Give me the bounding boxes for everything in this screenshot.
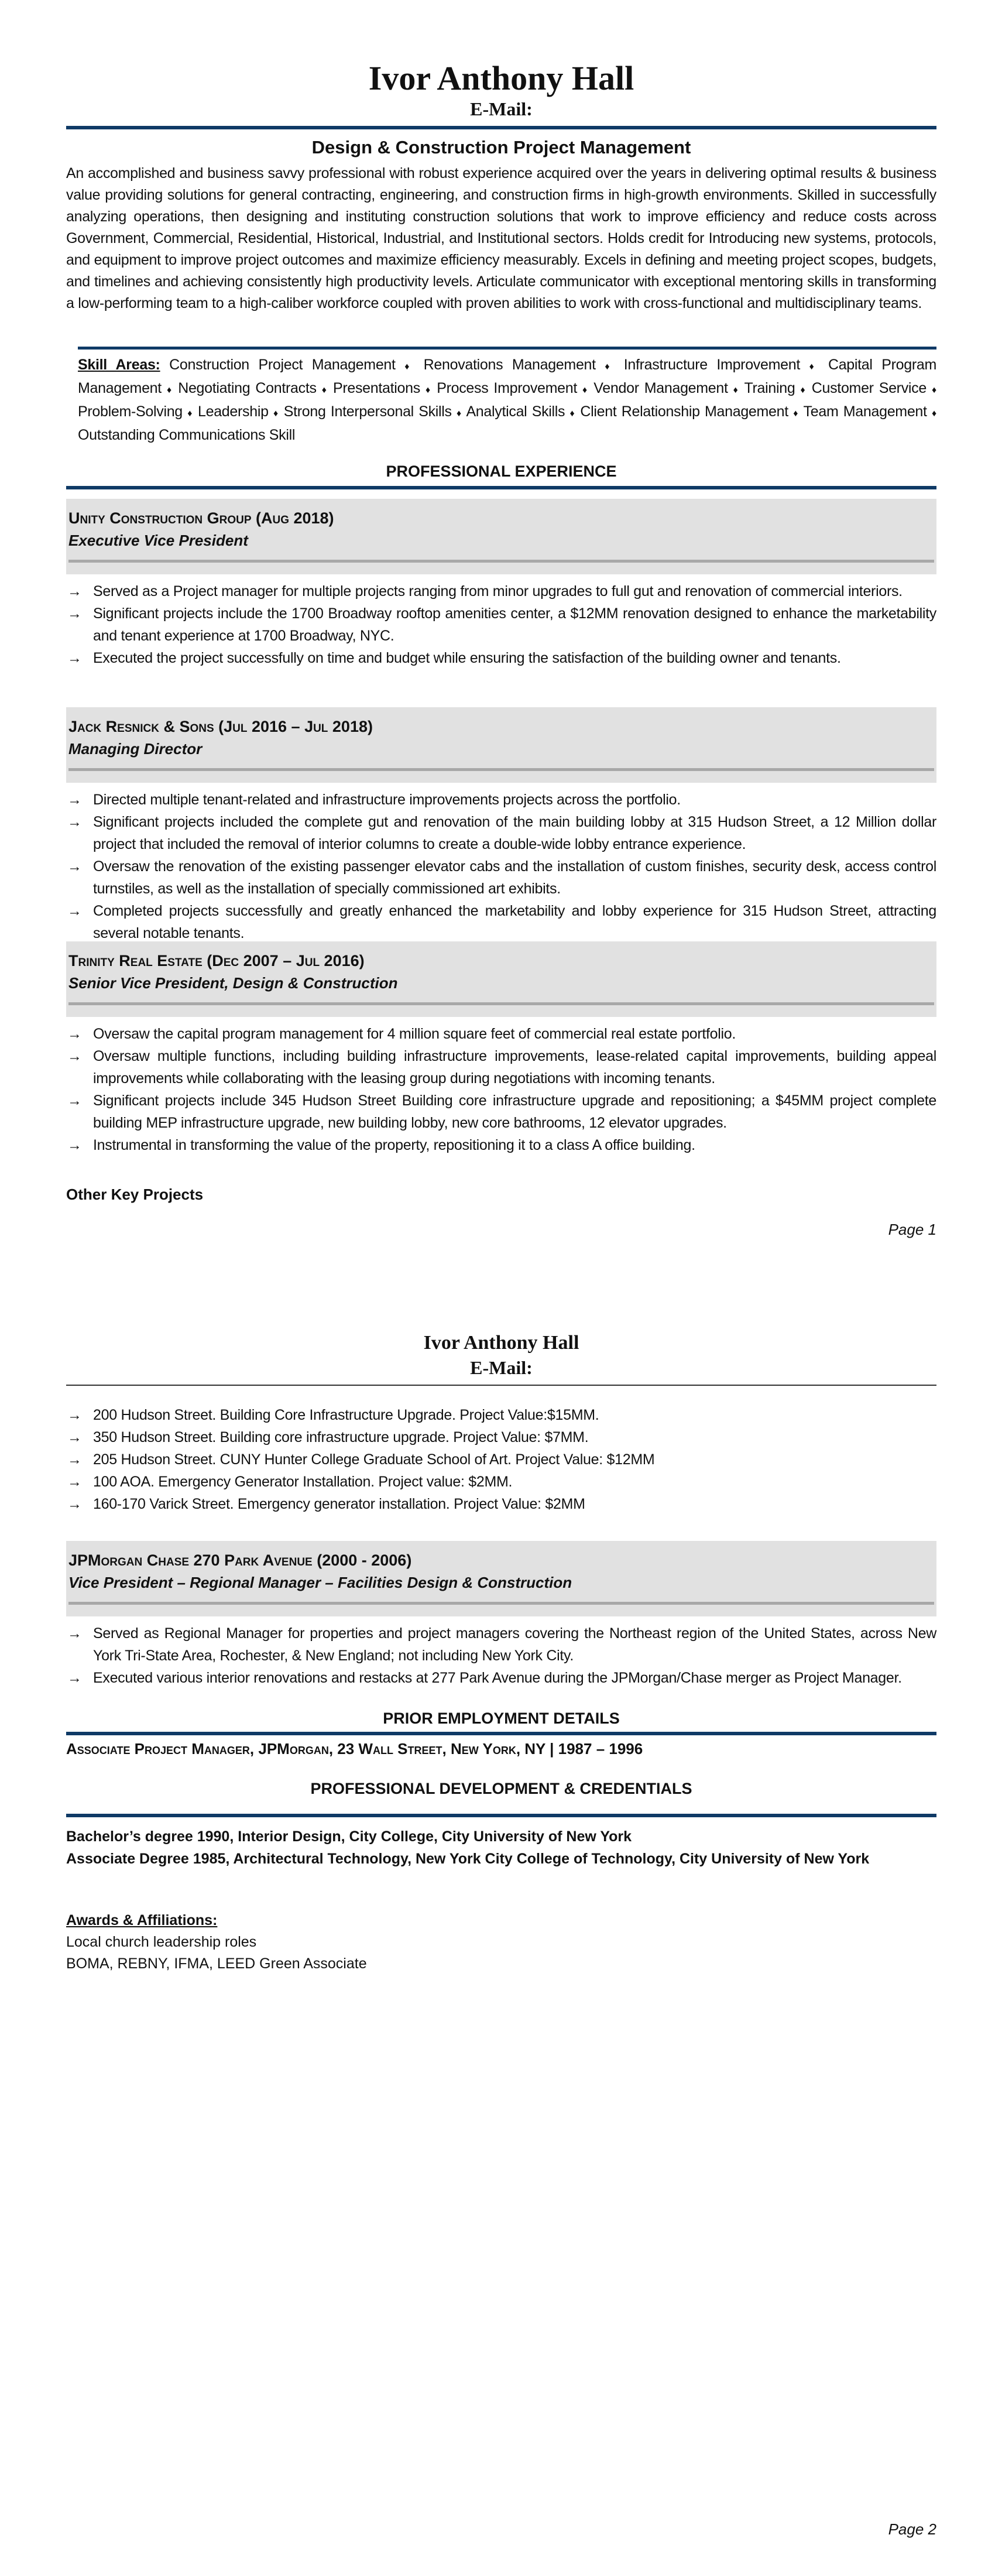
- skill-item: Renovations Management: [423, 357, 596, 373]
- page-number: Page 1: [888, 1221, 936, 1238]
- prior-employment-divider: [66, 1732, 936, 1735]
- skill-item: Client Relationship Management: [580, 403, 788, 420]
- header-divider: [66, 126, 936, 129]
- bullet-text: Significant projects include the 1700 Broadway rooftop amenities center, a $12MM renovation designed to enhance the marketability and tenant experience at 1700 Broadway, NYC.: [93, 605, 936, 644]
- skill-item: Strong Interpersonal Skills: [283, 403, 452, 420]
- headline: Design & Construction Project Management: [311, 137, 691, 157]
- job-header-bar: [68, 768, 934, 771]
- diamond-separator-icon: ♦: [425, 385, 432, 395]
- award-item: Local church leadership roles: [66, 1934, 257, 1950]
- job-header: [66, 707, 936, 783]
- skill-item: Presentations: [332, 380, 420, 396]
- arrow-bullet-icon: →: [67, 792, 82, 808]
- prior-employment-entry: Associate Project Manager, JPMorgan, 23 Wall Street, New York, NY | 1987 – 1996: [66, 1740, 643, 1758]
- arrow-bullet-icon: →: [67, 1451, 82, 1468]
- diamond-separator-icon: ♦: [800, 385, 807, 395]
- bullet-item: [66, 811, 936, 855]
- diamond-separator-icon: ♦: [793, 409, 799, 419]
- bullet-text: Oversaw multiple functions, including building infrastructure improvements, lease-related capital improvements, building appeal improvements while collaborating with the leasing group during negotiations with incoming tenants.: [93, 1048, 936, 1087]
- skill-item: Process Improvement: [437, 380, 578, 396]
- credentials-divider: [66, 1814, 936, 1817]
- email-label-page2: E-Mail:: [470, 1357, 533, 1378]
- bullet-item: [66, 1090, 936, 1134]
- bullet-item: [66, 1448, 936, 1471]
- degree-bachelor: Bachelor’s degree 1990, Interior Design, City College, City University of New York: [66, 1828, 632, 1845]
- bullet-text: 350 Hudson Street. Building core infrastructure upgrade. Project Value: $7MM.: [93, 1429, 589, 1445]
- arrow-bullet-icon: →: [67, 1407, 82, 1423]
- job-bullets: [66, 789, 936, 944]
- skill-areas-label: Skill Areas:: [78, 357, 160, 373]
- skill-item: Training: [744, 380, 795, 396]
- bullet-item: [66, 1667, 936, 1689]
- bullet-text: Significant projects included the complete gut and renovation of the main building lobby at 315 Hudson Street, a 12 Million dollar project that included the removal of interior columns to create a double-wide lobby entrance experience.: [93, 814, 936, 852]
- bullet-item: [66, 1404, 936, 1426]
- arrow-bullet-icon: →: [67, 1474, 82, 1490]
- bullet-text: 205 Hudson Street. CUNY Hunter College Graduate School of Art. Project Value: $12MM: [93, 1451, 655, 1468]
- bullet-text: Oversaw the renovation of the existing passenger elevator cabs and the installation of custom finishes, security desk, access control turnstiles, as well as the installation of specially commissioned art exhibits.: [93, 858, 936, 897]
- awards: [66, 1910, 936, 1975]
- diamond-separator-icon: ♦: [273, 409, 279, 419]
- bullet-text: Oversaw the capital program management for 4 million square feet of commercial real estate portfolio.: [93, 1026, 736, 1042]
- diamond-separator-icon: ♦: [809, 362, 819, 372]
- bullet-text: Served as Regional Manager for properties and project managers covering the Northeast region of the United States, across New York Tri-State Area, Rochester, & New England; not including New York City.: [93, 1625, 936, 1664]
- arrow-bullet-icon: →: [67, 1429, 82, 1445]
- job-title: Executive Vice President: [68, 532, 248, 549]
- skill-item: Analytical Skills: [466, 403, 565, 420]
- bullet-item: [66, 580, 936, 602]
- job-header-bar: [68, 1002, 934, 1005]
- arrow-bullet-icon: →: [67, 1048, 82, 1064]
- degree-associate: Associate Degree 1985, Architectural Technology, New York City College of Technology, City University of New York: [66, 1851, 870, 1867]
- arrow-bullet-icon: →: [67, 605, 82, 622]
- arrow-bullet-icon: →: [67, 650, 82, 666]
- job-entry: [66, 941, 936, 1156]
- bullet-item: [66, 789, 936, 811]
- diamond-separator-icon: ♦: [321, 385, 328, 395]
- skill-areas: [78, 354, 936, 446]
- bullet-text: 200 Hudson Street. Building Core Infrastructure Upgrade. Project Value:$15MM.: [93, 1407, 599, 1423]
- job-header: [66, 941, 936, 1017]
- skill-list: [78, 357, 936, 443]
- other-projects-list: [66, 1404, 936, 1515]
- skill-item: Outstanding Communications Skill: [78, 427, 296, 443]
- bullet-text: 100 AOA. Emergency Generator Installation. Project value: $2MM.: [93, 1474, 513, 1490]
- credentials-title: PROFESSIONAL DEVELOPMENT & CREDENTIALS: [310, 1780, 692, 1797]
- job-header-bar: [68, 1602, 934, 1605]
- job-header-bar: [68, 560, 934, 563]
- bullet-text: Completed projects successfully and greatly enhanced the marketability and lobby experience for 315 Hudson Street, attracting several notable tenants.: [93, 903, 936, 941]
- degrees: [66, 1825, 936, 1870]
- job-title: Senior Vice President, Design & Construction: [68, 974, 398, 992]
- candidate-name: Ivor Anthony Hall: [368, 59, 634, 97]
- skill-item: Customer Service: [811, 380, 927, 396]
- skill-item: Capital Program Management: [78, 357, 936, 396]
- bullet-item: [66, 602, 936, 647]
- bullet-item: [66, 1023, 936, 1045]
- bullet-text: Instrumental in transforming the value of the property, repositioning it to a class A office building.: [93, 1137, 695, 1153]
- diamond-separator-icon: ♦: [733, 385, 739, 395]
- arrow-bullet-icon: →: [67, 1670, 82, 1686]
- bullet-item: [66, 647, 936, 669]
- bullet-text: Executed various interior renovations and restacks at 277 Park Avenue during the JPMorgan/Chase merger as Project Manager.: [93, 1670, 902, 1686]
- summary: An accomplished and business savvy professional with robust experience acquired over the years in delivering optimal results & business value providing solutions for general contracting, engineering, and construction firms in high-growth environments. Skilled in successfully analyzing operations, then designing and instituting construction solutions that work to improve efficiency and reduce costs across Government, Commercial, Residential, Historical, Industrial, and Institutional sectors. Holds credit for Introducing new systems, protocols, and equipment to improve project outcomes and maximize efficiency measurably. Excels in defining and meeting project scopes, budgets, and timelines and achieving consistently high productivity levels. Articulate communicator with exceptional mentoring skills in transforming a low-performing team to a high-caliber workforce coupled with proven abilities to work with cross-functional and multidisciplinary teams.: [66, 165, 936, 311]
- job-header: [66, 499, 936, 574]
- job-entry: [66, 499, 936, 669]
- job-header: [66, 1541, 936, 1616]
- diamond-separator-icon: ♦: [457, 409, 462, 419]
- bullet-item: [66, 1622, 936, 1667]
- arrow-bullet-icon: →: [67, 1496, 82, 1512]
- bullet-item: [66, 1426, 936, 1448]
- arrow-bullet-icon: →: [67, 858, 82, 875]
- bullet-text: Served as a Project manager for multiple projects ranging from minor upgrades to full gut and renovation of commercial interiors.: [93, 583, 903, 600]
- skill-item: Vendor Management: [593, 380, 728, 396]
- prior-employment-title: PRIOR EMPLOYMENT DETAILS: [383, 1710, 620, 1727]
- diamond-separator-icon: ♦: [931, 409, 936, 419]
- skill-item: Problem-Solving: [78, 403, 183, 420]
- arrow-bullet-icon: →: [67, 1092, 82, 1109]
- bullet-text: Executed the project successfully on time and budget while ensuring the satisfaction of the building owner and tenants.: [93, 650, 841, 666]
- job-entry: [66, 707, 936, 944]
- diamond-separator-icon: ♦: [932, 385, 936, 395]
- diamond-separator-icon: ♦: [404, 362, 415, 372]
- company-heading: Jack Resnick & Sons (Jul 2016 – Jul 2018): [68, 718, 373, 735]
- bullet-item: [66, 855, 936, 900]
- job-bullets: [66, 1023, 936, 1156]
- other-projects-title: Other Key Projects: [66, 1186, 204, 1203]
- arrow-bullet-icon: →: [67, 1137, 82, 1153]
- arrow-bullet-icon: →: [67, 814, 82, 830]
- bullet-text: 160-170 Varick Street. Emergency generator installation. Project Value: $2MM: [93, 1496, 585, 1512]
- experience-divider: [66, 486, 936, 489]
- skills-divider: [78, 347, 936, 350]
- skill-item: Negotiating Contracts: [178, 380, 317, 396]
- company-heading: JPMorgan Chase 270 Park Avenue (2000 - 2006): [68, 1551, 412, 1569]
- skill-item: Construction Project Management: [169, 357, 396, 373]
- diamond-separator-icon: ♦: [582, 385, 589, 395]
- experience-title: PROFESSIONAL EXPERIENCE: [386, 463, 617, 480]
- bullet-item: [66, 1134, 936, 1156]
- diamond-separator-icon: ♦: [569, 409, 576, 419]
- job-entry: [66, 1541, 936, 1689]
- candidate-name-page2: Ivor Anthony Hall: [423, 1332, 579, 1354]
- bullet-item: [66, 1493, 936, 1515]
- bullet-text: Significant projects include 345 Hudson Street Building core infrastructure upgrade and repositioning; a $45MM project complete building MEP infrastructure upgrade, new building lobby, new core bathrooms, 12 elevator upgrades.: [93, 1092, 936, 1131]
- job-title: Vice President – Regional Manager – Facilities Design & Construction: [68, 1574, 572, 1591]
- job-bullets: [66, 580, 936, 669]
- bullet-item: [66, 1471, 936, 1493]
- skill-item: Team Management: [803, 403, 927, 420]
- arrow-bullet-icon: →: [67, 903, 82, 919]
- company-heading: Unity Construction Group (Aug 2018): [68, 509, 334, 527]
- skill-item: Infrastructure Improvement: [623, 357, 800, 373]
- diamond-separator-icon: ♦: [187, 409, 193, 419]
- company-heading: Trinity Real Estate (Dec 2007 – Jul 2016): [68, 952, 365, 970]
- skill-item: Leadership: [197, 403, 269, 420]
- arrow-bullet-icon: →: [67, 1026, 82, 1042]
- award-item: BOMA, REBNY, IFMA, LEED Green Associate: [66, 1955, 367, 1972]
- page2-header-divider: [66, 1385, 936, 1386]
- awards-label: Awards & Affiliations:: [66, 1912, 218, 1928]
- bullet-item: [66, 900, 936, 944]
- email-label: E-Mail:: [470, 98, 533, 119]
- diamond-separator-icon: ♦: [166, 385, 173, 395]
- bullet-text: Directed multiple tenant-related and infrastructure improvements projects across the portfolio.: [93, 792, 681, 808]
- job-title: Managing Director: [68, 740, 203, 758]
- bullet-item: [66, 1045, 936, 1090]
- arrow-bullet-icon: →: [67, 583, 82, 600]
- arrow-bullet-icon: →: [67, 1625, 82, 1642]
- page-number-2: Page 2: [888, 2520, 936, 2538]
- job-bullets: [66, 1622, 936, 1689]
- diamond-separator-icon: ♦: [605, 362, 615, 372]
